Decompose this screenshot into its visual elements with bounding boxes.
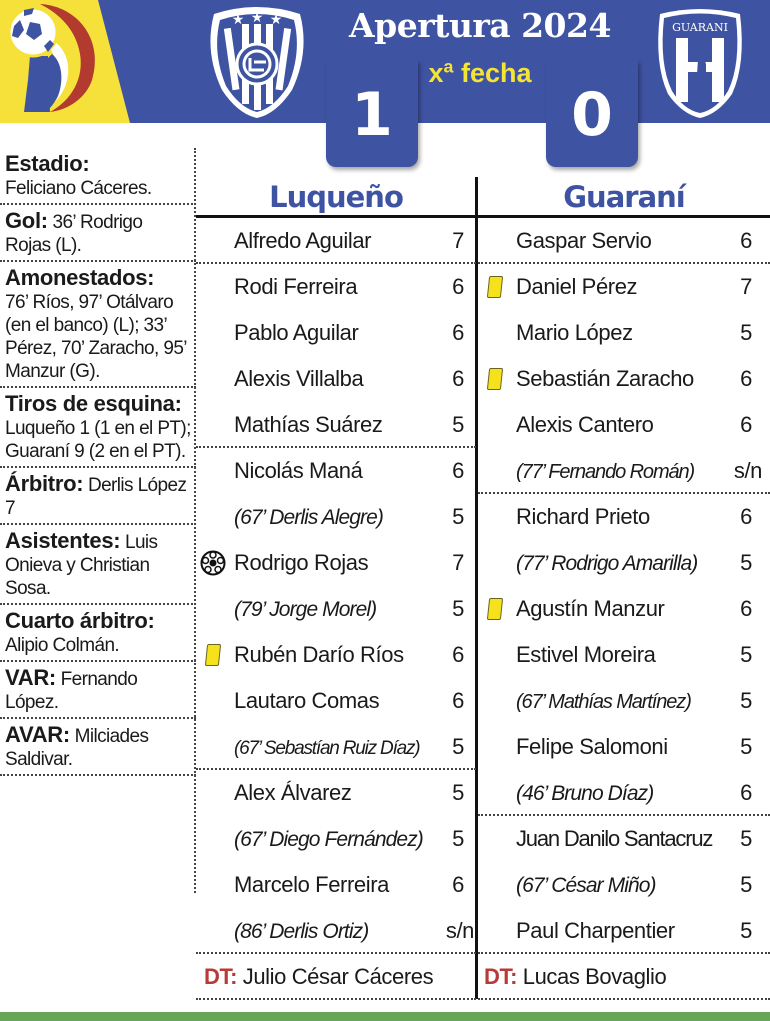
svg-text:GUARANI: GUARANI [672, 21, 728, 34]
footer-bar [0, 1012, 770, 1021]
info-referee: Árbitro: Derlis López 7 [0, 468, 196, 525]
home-lineup [196, 176, 476, 1000]
substitute-row: (77’ Fernando Román) s/n [478, 448, 770, 494]
player-row: Rodrigo Rojas 7 [196, 540, 476, 586]
player-row: Lautaro Comas 6 [234, 688, 464, 713]
player-row: Juan Danilo Santacruz 5 [516, 826, 752, 851]
player-row: Agustín Manzur 6 [478, 586, 770, 632]
substitute-row: (67’ Mathías Martínez) 5 [516, 688, 752, 713]
substitute-row: (67’ Sebastían Ruiz Díaz) 5 [196, 724, 476, 770]
away-team-name: Guaraní [478, 176, 770, 218]
substitute-row: (67’ César Miño) 5 [516, 872, 752, 897]
player-row: Rodi Ferreira 6 [234, 274, 464, 299]
substitute-row: (67’ Diego Fernández) 5 [234, 826, 464, 851]
yellow-card-icon [487, 598, 503, 620]
info-bookings: Amonestados: 76’ Ríos, 97’ Otálvaro (en el banco) (L); 33’ Pérez, 70’ Zaracho, 95’ Manzur (G). [0, 262, 196, 388]
player-row: Pablo Aguilar 6 [234, 320, 464, 345]
home-score: 1 [326, 60, 418, 167]
substitute-row: (79’ Jorge Morel) 5 [234, 596, 464, 621]
player-row: Marcelo Ferreira 6 [234, 872, 464, 897]
player-row: Sebastián Zaracho 6 [478, 356, 770, 402]
substitute-row: (67’ Derlis Alegre) 5 [234, 504, 464, 529]
info-avar: AVAR: Milciades Saldivar. [0, 719, 196, 776]
info-assistants: Asistentes: Luis Onieva y Christian Sosa. [0, 525, 196, 605]
yellow-card-icon [487, 276, 503, 298]
match-info-sidebar [0, 148, 196, 776]
guarani-crest-icon [652, 4, 748, 120]
svg-text:★: ★ [250, 10, 264, 26]
player-row: Gaspar Servio 6 [478, 218, 770, 264]
player-row: Alexis Villalba 6 [234, 366, 464, 391]
goal-ball-icon [200, 550, 226, 576]
player-row: Mario López 5 [516, 320, 752, 345]
yellow-card-icon [487, 368, 503, 390]
player-row: Paul Charpentier 5 [478, 908, 770, 954]
away-coach: DT: Lucas Bovaglio [478, 954, 770, 1000]
substitute-row: (86’ Derlis Ortiz) s/n [196, 908, 476, 954]
sportivo-luqueno-crest-icon [202, 2, 312, 120]
yellow-card-icon [205, 644, 221, 666]
home-coach: DT: Julio César Cáceres [196, 954, 476, 1000]
player-row: Mathías Suárez 5 [196, 402, 476, 448]
player-row: Richard Prieto 6 [516, 504, 752, 529]
svg-text:★: ★ [231, 12, 245, 28]
round-label: xª fecha [428, 58, 532, 88]
info-stadium: Estadio: Feliciano Cáceres. [0, 148, 196, 205]
info-var: VAR: Fernando López. [0, 662, 196, 719]
away-lineup [478, 176, 770, 1000]
player-row: Alexis Cantero 6 [516, 412, 752, 437]
player-row: Estivel Moreira 5 [516, 642, 752, 667]
player-row: Rubén Darío Ríos 6 [196, 632, 476, 678]
info-goal: Gol: 36’ Rodrigo Rojas (L). [0, 205, 196, 262]
player-row: Alex Álvarez 5 [234, 780, 464, 805]
paraguay-football-logo-icon [0, 0, 110, 118]
substitute-row: (77’ Rodrigo Amarilla) 5 [516, 550, 752, 575]
info-corners: Tiros de esquina: Luqueño 1 (1 en el PT); Guaraní 9 (2 en el PT). [0, 388, 196, 468]
substitute-row: (46’ Bruno Díaz) 6 [478, 770, 770, 816]
player-row: Daniel Pérez 7 [478, 264, 770, 310]
away-score: 0 [546, 60, 638, 167]
svg-text:★: ★ [269, 12, 283, 28]
player-row: Alfredo Aguilar 7 [196, 218, 476, 264]
home-team-name: Luqueño [196, 176, 476, 218]
player-row: Nicolás Maná 6 [234, 458, 464, 483]
info-fourth-official: Cuarto árbitro: Alipio Colmán. [0, 605, 196, 662]
tournament-title: Apertura 2024 [349, 6, 611, 45]
player-row: Felipe Salomoni 5 [516, 734, 752, 759]
